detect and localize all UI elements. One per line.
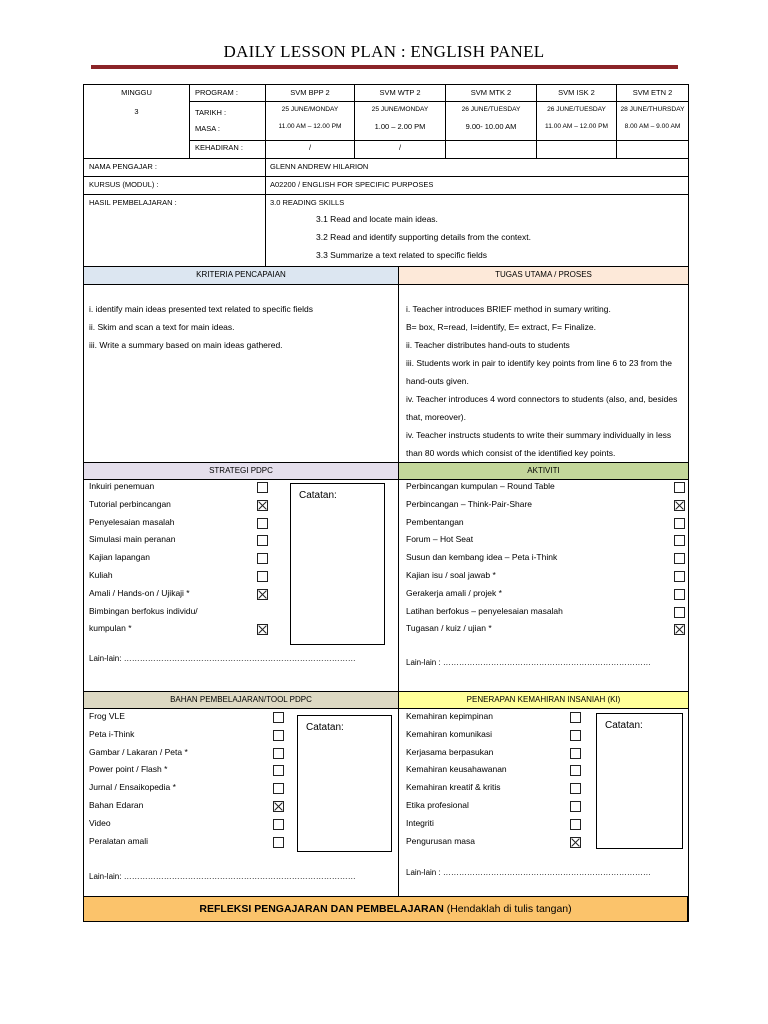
checkbox[interactable]	[570, 712, 581, 723]
checklist-item-label: Frog VLE	[89, 711, 125, 721]
checklist-item-label: Kuliah	[89, 570, 113, 580]
tugas-line: iv. Teacher instructs students to write their summary individually in less	[406, 430, 672, 440]
kriteria-item: i. identify main ideas presented text related to specific fields	[89, 304, 313, 314]
checkbox[interactable]	[674, 482, 685, 493]
tugas-line: i. Teacher introduces BRIEF method in sumary writing.	[406, 304, 611, 314]
tugas-line: ii. Teacher distributes hand-outs to students	[406, 340, 570, 350]
checked-checkbox[interactable]	[674, 500, 685, 511]
kemahiran-lain-lain: Lain-lain : ……………………………………………………………………	[406, 868, 651, 877]
class-time: 9.00- 10.00 AM	[465, 122, 517, 131]
class-date: 26 JUNE/TUESDAY	[547, 106, 606, 113]
bahan-notes-box[interactable]	[297, 715, 392, 852]
refleksi-title: REFLEKSI PENGAJARAN DAN PEMBELAJARAN	[199, 903, 444, 915]
kriteria-item: ii. Skim and scan a text for main ideas.	[89, 322, 235, 332]
masa-label: MASA :	[195, 124, 221, 133]
checkbox[interactable]	[674, 607, 685, 618]
checkbox[interactable]	[674, 518, 685, 529]
checked-checkbox[interactable]	[273, 801, 284, 812]
checklist-item-label: Penyelesaian masalah	[89, 516, 175, 527]
checklist-item-label: Tutorial perbincangan	[89, 498, 171, 509]
checklist-item-label: Kemahiran keusahawanan	[406, 764, 507, 775]
checklist-item-label: Bimbingan berfokus individu/	[89, 605, 198, 616]
checkbox[interactable]	[570, 765, 581, 776]
class-time: 11.00 AM – 12.00 PM	[545, 123, 608, 130]
checklist-item-label: Amali / Hands-on / Ujikaji *	[89, 587, 190, 598]
class-program: SVM ISK 2	[558, 88, 595, 97]
class-date: 26 JUNE/TUESDAY	[461, 106, 521, 113]
checkbox[interactable]	[674, 589, 685, 600]
tugas-list	[406, 300, 677, 462]
tugas-line: iv. Teacher introduces 4 word connectors to students (also, and, besides	[406, 394, 678, 404]
checkbox[interactable]	[257, 518, 268, 529]
tugas-line: iii. Students work in pair to identify key points from line 6 to 23 from the	[406, 358, 672, 368]
aktiviti-lain-lain: Lain-lain : ……………………………………………………………………	[406, 658, 651, 667]
checklist-item-label: Pembentangan	[406, 516, 464, 527]
checked-checkbox[interactable]	[570, 837, 581, 848]
checked-checkbox[interactable]	[257, 500, 268, 511]
checklist-item-label: Pengurusan masa	[406, 835, 475, 846]
checklist-item-label: Gambar / Lakaran / Peta *	[89, 746, 188, 757]
checklist-item-label: Peta i-Think	[89, 728, 135, 739]
kursus-label: KURSUS (MODUL) :	[89, 180, 159, 189]
checklist-item-label: Simulasi main peranan	[89, 534, 176, 545]
hasil-list	[316, 210, 531, 264]
hasil-main: 3.0 READING SKILLS	[270, 198, 345, 207]
title-underline	[91, 65, 678, 69]
bahan-header: BAHAN PEMBELAJARAN/TOOL PDPC	[84, 692, 398, 708]
checklist-item-label: Jurnal / Ensaikopedia *	[89, 782, 176, 793]
checkbox[interactable]	[570, 730, 581, 741]
class-kehadiran: /	[308, 143, 312, 152]
checklist-item-label: Kemahiran kepimpinan	[406, 711, 493, 721]
hasil-item: 3.2 Read and identify supporting details from the context.	[316, 232, 531, 242]
checklist-item-label: Kajian isu / soal jawab *	[406, 570, 496, 580]
checklist-item-label: Inkuiri penemuan	[89, 481, 155, 491]
checklist-item-label: Forum – Hot Seat	[406, 534, 474, 545]
checkbox[interactable]	[570, 801, 581, 812]
hasil-item: 3.3 Summarize a text related to specific fields	[316, 250, 488, 260]
kehadiran-label: KEHADIRAN :	[195, 143, 243, 152]
strategi-lain-lain: Lain-lain: ……………………………………………………………………………	[89, 654, 356, 663]
pengajar-label: NAMA PENGAJAR :	[89, 162, 157, 171]
class-date: 25 JUNE/MONDAY	[281, 106, 339, 113]
strategi-notes-label: Catatan:	[299, 490, 337, 501]
checklist-item-label: Kemahiran kreatif & kritis	[406, 782, 501, 793]
checklist-item-label: Kajian lapangan	[89, 552, 150, 563]
bahan-notes-label: Catatan:	[306, 722, 344, 733]
class-time: 11.00 AM – 12.00 PM	[278, 123, 342, 130]
checkbox[interactable]	[257, 571, 268, 582]
kriteria-item: iii. Write a summary based on main ideas gathered.	[89, 340, 283, 350]
checked-checkbox[interactable]	[257, 589, 268, 600]
refleksi-note: (Hendaklah di tulis tangan)	[443, 903, 572, 915]
document-title: DAILY LESSON PLAN : ENGLISH PANEL	[223, 42, 545, 61]
checklist-item-label: Tugasan / kuiz / ujian *	[406, 623, 492, 634]
kriteria-list	[89, 300, 313, 354]
checklist-item-label: Susun dan kembang idea – Peta i-Think	[406, 552, 558, 563]
checklist-item-label: Kerjasama berpasukan	[406, 746, 494, 757]
checklist-item-label: Power point / Flash *	[89, 764, 168, 775]
checklist-item-label: Peralatan amali	[89, 835, 149, 846]
checkbox[interactable]	[570, 748, 581, 759]
checked-checkbox[interactable]	[674, 624, 685, 635]
class-program: SVM BPP 2	[290, 88, 330, 97]
hasil-item: 3.1 Read and locate main ideas.	[316, 214, 438, 224]
class-time: 8.00 AM – 9.00 AM	[624, 123, 681, 130]
checkbox[interactable]	[570, 783, 581, 794]
hasil-label: HASIL PEMBELAJARAN :	[89, 198, 177, 207]
class-time: 1.00 – 2.00 PM	[374, 122, 426, 131]
checklist-item-label: Video	[89, 817, 111, 828]
aktiviti-header: AKTIVITI	[399, 463, 688, 479]
tugas-line: than 80 words which consist of the identified key points.	[406, 448, 616, 458]
class-program: SVM ETN 2	[632, 88, 673, 97]
minggu-value: 3	[134, 107, 139, 116]
minggu-label: MINGGU	[121, 88, 152, 97]
class-program: SVM MTK 2	[470, 88, 512, 97]
checked-checkbox[interactable]	[257, 624, 268, 635]
class-date: 25 JUNE/MONDAY	[371, 106, 429, 113]
tugas-line: B= box, R=read, I=identify, E= extract, F= Finalize.	[406, 322, 597, 332]
kemahiran-header: PENERAPAN KEMAHIRAN INSANIAH (KI)	[399, 692, 688, 708]
tugas-line: that, moreover).	[406, 412, 466, 422]
checkbox[interactable]	[674, 571, 685, 582]
kursus-value: A02200 / ENGLISH FOR SPECIFIC PURPOSES	[270, 180, 434, 189]
class-kehadiran: /	[398, 143, 402, 152]
class-date: 28 JUNE/THURSDAY	[620, 106, 685, 113]
refleksi-bar	[83, 896, 688, 922]
checkbox[interactable]	[674, 535, 685, 546]
checkbox[interactable]	[257, 535, 268, 546]
checklist-item-label: Bahan Edaran	[89, 800, 144, 810]
tugas-line: hand-outs given.	[406, 376, 469, 386]
checkbox[interactable]	[273, 748, 284, 759]
checkbox[interactable]	[570, 819, 581, 830]
checkbox[interactable]	[273, 819, 284, 830]
tarikh-label: TARIKH :	[195, 108, 227, 117]
checklist-item-label: kumpulan *	[89, 623, 132, 634]
program-label: PROGRAM :	[195, 88, 238, 97]
checkbox[interactable]	[674, 553, 685, 564]
bahan-lain-lain: Lain-lain: ……………………………………………………………………………	[89, 872, 356, 881]
checklist-item-label: Perbincangan – Think-Pair-Share	[406, 498, 532, 509]
kemahiran-notes-box[interactable]	[596, 713, 683, 849]
tugas-header: TUGAS UTAMA / PROSES	[399, 267, 688, 284]
class-program: SVM WTP 2	[379, 88, 421, 97]
checkbox[interactable]	[257, 482, 268, 493]
checkbox[interactable]	[257, 553, 268, 564]
checkbox[interactable]	[273, 765, 284, 776]
checklist-item-label: Gerakerja amali / projek *	[406, 587, 502, 598]
checklist-item-label: Etika profesional	[406, 800, 469, 810]
checklist-item-label: Integriti	[406, 817, 434, 828]
checklist-item-label: Kemahiran komunikasi	[406, 728, 492, 739]
checkbox[interactable]	[273, 712, 284, 723]
checkbox[interactable]	[273, 837, 284, 848]
checklist-item-label: Latihan berfokus – penyelesaian masalah	[406, 605, 563, 616]
strategi-header: STRATEGI PDPC	[84, 463, 398, 479]
kriteria-header: KRITERIA PENCAPAIAN	[84, 267, 398, 284]
pengajar-value: GLENN ANDREW HILARION	[270, 162, 369, 171]
checkbox[interactable]	[273, 730, 284, 741]
checklist-item-label: Perbincangan kumpulan – Round Table	[406, 481, 555, 491]
kemahiran-notes-label: Catatan:	[605, 720, 643, 731]
checkbox[interactable]	[273, 783, 284, 794]
strategi-notes-box[interactable]	[290, 483, 385, 645]
